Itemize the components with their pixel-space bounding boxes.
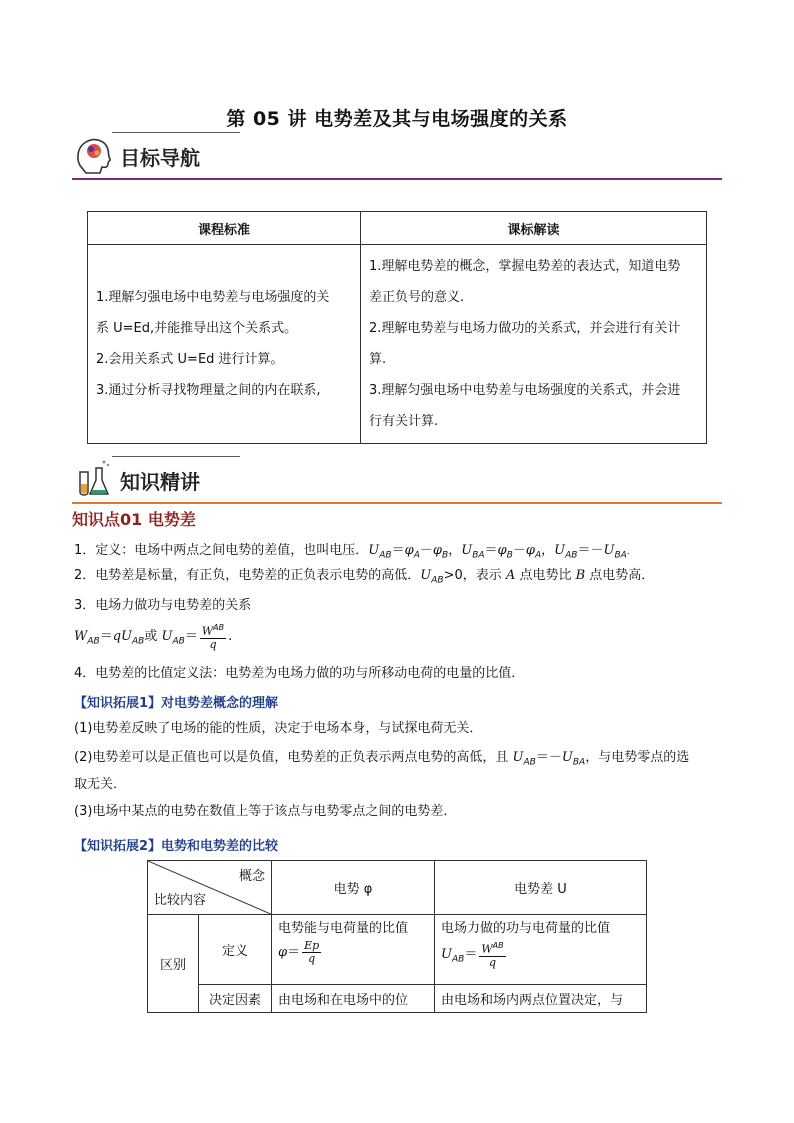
section-heading: 知识精讲 xyxy=(120,470,200,494)
scalar-text: 点电势高． xyxy=(589,568,655,583)
section-heading: 目标导航 xyxy=(120,146,200,170)
table-cell xyxy=(272,915,435,985)
list-item: 1.理解电势差的概念，掌握电势差的表达式，知道电势 xyxy=(369,259,681,274)
page-title: 第 05 讲 电势差及其与电场强度的关系 xyxy=(226,108,568,130)
cell-text: 电场力做的功与电荷量的比值 xyxy=(441,921,611,936)
extension-title: 【知识拓展2】电势和电势差的比较 xyxy=(74,839,279,854)
list-item: 1.理解匀强电场中电势差与电场强度的关 xyxy=(96,290,330,305)
header-top-line xyxy=(112,456,240,457)
fraction: $\frac{W^{AB}}{q}$ xyxy=(481,941,504,969)
corner-label-bottom: 比较内容 xyxy=(154,893,207,908)
work-relation-heading: 3．电场力做功与电势差的关系 xyxy=(74,598,252,613)
table-cell: 由电场和在电场中的位 xyxy=(272,985,435,1013)
table-cell xyxy=(435,915,647,985)
section-header-knowledge xyxy=(72,456,722,504)
brain-head-icon xyxy=(72,134,114,176)
extension-paragraph: (1)电势差反映了电场的能的性质，决定于电场本身，与试探电荷无关． xyxy=(74,721,483,736)
paragraph-text: (2)电势差可以是正值也可以是负值，电势差的正负表示两点电势的高低，且 xyxy=(74,750,509,765)
section-rule xyxy=(72,178,722,180)
list-item: 差正负号的意义. xyxy=(369,290,465,305)
table-cell: 由电场和场内两点位置决定，与 xyxy=(435,985,647,1013)
table-header-standard: 课程标准 xyxy=(88,212,361,245)
list-item: 算. xyxy=(369,352,387,367)
scalar-text: 点电势比 xyxy=(519,568,572,583)
paragraph-text: ，与电势零点的选 xyxy=(585,750,690,765)
list-item: 3.通过分析寻找物理量之间的内在联系, xyxy=(96,383,321,398)
scalar-line: 2．电势差是标量，有正负，电势差的正负表示电势的高低．$U_{AB}>0$，表示 A 点电势比 B 点电势高． xyxy=(74,568,655,586)
section-header-goals xyxy=(72,132,722,180)
or-text: 或 xyxy=(144,628,158,644)
list-item: 系 U=Ed,并能推导出这个关系式。 xyxy=(96,321,298,336)
table-header-interpretation: 课标解读 xyxy=(361,212,707,245)
list-item: 2.会用关系式 U=Ed 进行计算。 xyxy=(96,352,284,367)
list-item: 3.理解匀强电场中电势差与电场强度的关系式，并会进 xyxy=(369,383,681,398)
list-item: 2.理解电势差与电场力做功的关系式，并会进行有关计 xyxy=(369,321,681,336)
section-rule xyxy=(72,502,722,504)
header-top-line xyxy=(112,132,240,133)
extension-title: 【知识拓展1】对电势差概念的理解 xyxy=(74,696,279,711)
fraction: $\frac{W^{AB}}{q}$ xyxy=(201,623,225,651)
knowledge-point-title: 知识点01 电势差 xyxy=(72,510,196,529)
comparison-table xyxy=(147,860,647,1013)
column-header: 电势差 U xyxy=(435,861,647,915)
column-header: 电势 φ xyxy=(272,861,435,915)
work-formula: $W_{AB}=qU_{AB}$或 $U_{AB}=$ $\frac{W^{AB}}{q}$ . xyxy=(74,623,233,651)
row-group-label: 区别 xyxy=(148,915,199,1013)
definition-line: 1．定义：电场中两点之间电势的差值，也叫电压．$U_{AB}=\varphi_A-\varphi_B$，$U_{BA}=\varphi_B-\varphi_A$，$U_{AB}=-U_{BA}$. xyxy=(74,543,630,561)
cell-text: 电势能与电荷量的比值 xyxy=(278,921,409,936)
scalar-text: ，表示 xyxy=(462,568,502,583)
extension-paragraph: (2)电势差可以是正值也可以是负值，电势差的正负表示两点电势的高低，且 $U_{AB}=-U_{BA}$，与电势零点的选 xyxy=(74,750,690,768)
fraction: $\frac{Ep}{q}$ xyxy=(304,939,320,965)
scalar-text: 2．电势差是标量，有正负，电势差的正负表示电势的高低． xyxy=(74,568,421,583)
ratio-definition: 4．电势差的比值定义法：电势差为电场力做的功与所移动电荷的电量的比值． xyxy=(74,666,525,681)
corner-label-top: 概念 xyxy=(238,869,265,884)
potential-formula: φ＝ $\frac{Ep}{q}$ xyxy=(278,939,320,965)
extension-paragraph: 取无关． xyxy=(74,777,127,792)
row-label: 决定因素 xyxy=(199,985,272,1013)
interpretation-cell xyxy=(361,245,707,444)
row-label: 定义 xyxy=(199,915,272,985)
voltage-formula: $U_{AB}=$ $\frac{W^{AB}}{q}$ xyxy=(441,941,504,969)
corner-cell xyxy=(148,861,272,915)
definition-text: 1．定义：电场中两点之间电势的差值，也叫电压． xyxy=(74,543,369,558)
list-item: 行有关计算. xyxy=(369,414,439,429)
extension-paragraph: (3)电场中某点的电势在数值上等于该点与电势零点之间的电势差． xyxy=(74,804,457,819)
course-standards-table xyxy=(87,211,707,444)
flask-icon xyxy=(72,458,114,500)
standards-cell xyxy=(88,245,361,444)
